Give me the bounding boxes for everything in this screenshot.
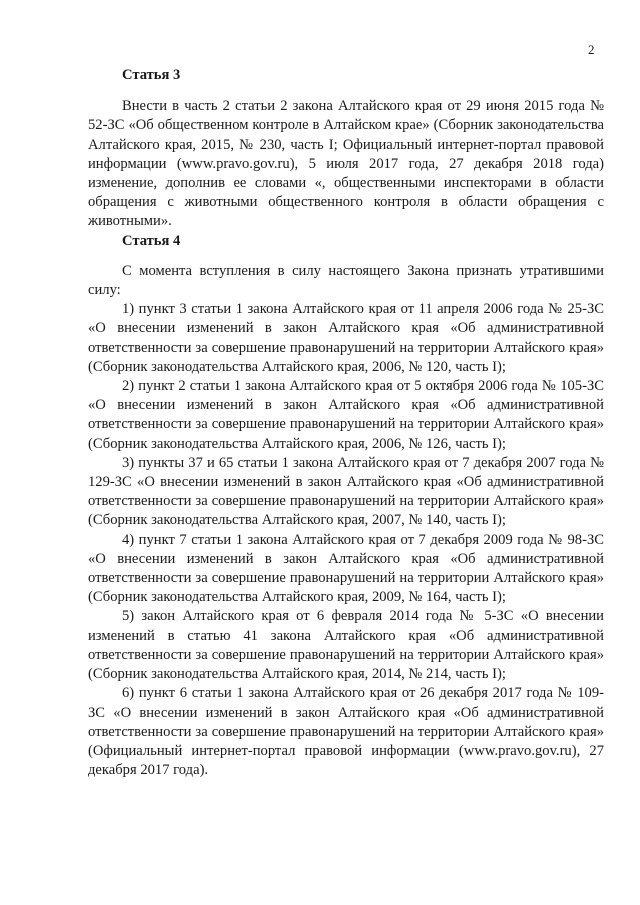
article-3 bbox=[88, 66, 604, 232]
article-3-heading: Статья 3 bbox=[122, 67, 181, 83]
document-body bbox=[88, 66, 604, 780]
article-4-heading: Статья 4 bbox=[122, 232, 181, 249]
list-item: 2) пункт 2 статьи 1 закона Алтайского края от 5 октября 2006 года № 105-ЗС «О внесении изменений в закон Алтайского края «Об административной ответственности за совершение правонарушений на территории Алтайского края» (Сборник законодательства Алтайского края, 2006, № 126, часть I); bbox=[88, 378, 604, 452]
article-3-text: Внести в часть 2 статьи 2 закона Алтайского края от 29 июня 2015 года № 52-ЗС «Об общественном контроле в Алтайском крае» (Сборник законодательства Алтайского края, 2015, № 230, часть I; Официальный интернет-портал правовой информации (www.pravo.gov.ru), 5 июля 2017 года, 27 декабря 2018 года) изменение, дополнив ее словами «, общественными инспекторами в области обращения с животными общественного контроля в области обращения с животными». bbox=[88, 98, 604, 230]
article-4-list bbox=[88, 300, 604, 780]
page-number: 2 bbox=[588, 42, 595, 57]
article-4 bbox=[88, 232, 604, 781]
list-item: 3) пункты 37 и 65 статьи 1 закона Алтайского края от 7 декабря 2007 года № 129-ЗС «О внесении изменений в закон Алтайского края «Об административной ответственности за совершение правонарушений на территории Алтайского края» (Сборник законодательства Алтайского края, 2007, № 140, часть I); bbox=[88, 454, 604, 529]
list-item: 5) закон Алтайского края от 6 февраля 2014 года № 5-ЗС «О внесении изменений в статью 41 закона Алтайского края «Об административной ответственности за совершение правонарушений на территории Алтайского края» (Сборник законодательства Алтайского края, 2014, № 214, часть I); bbox=[88, 608, 604, 683]
list-item: 4) пункт 7 статьи 1 закона Алтайского края от 7 декабря 2009 года № 98-ЗС «О внесении изменений в закон Алтайского края «Об административной ответственности за совершение правонарушений на территории Алтайского края» (Сборник законодательства Алтайского края, 2009, № 164, часть I); bbox=[88, 531, 604, 606]
list-item: 6) пункт 6 статьи 1 закона Алтайского края от 26 декабря 2017 года № 109-ЗС «О внесении изменений в закон Алтайского края «Об административной ответственности за совершение правонарушений на территории Алтайского края» (Официальный интернет-портал правовой информации (www.pravo.gov.ru), 27 декабря 2017 года). bbox=[88, 685, 604, 779]
list-item: 1) пункт 3 статьи 1 закона Алтайского края от 11 апреля 2006 года № 25-ЗС «О внесении изменений в закон Алтайского края «Об административной ответственности за совершение правонарушений на территории Алтайского края» (Сборник законодательства Алтайского края, 2006, № 120, часть I); bbox=[88, 301, 604, 375]
article-4-intro: С момента вступления в силу настоящего Закона признать утратившими силу: bbox=[88, 262, 604, 299]
